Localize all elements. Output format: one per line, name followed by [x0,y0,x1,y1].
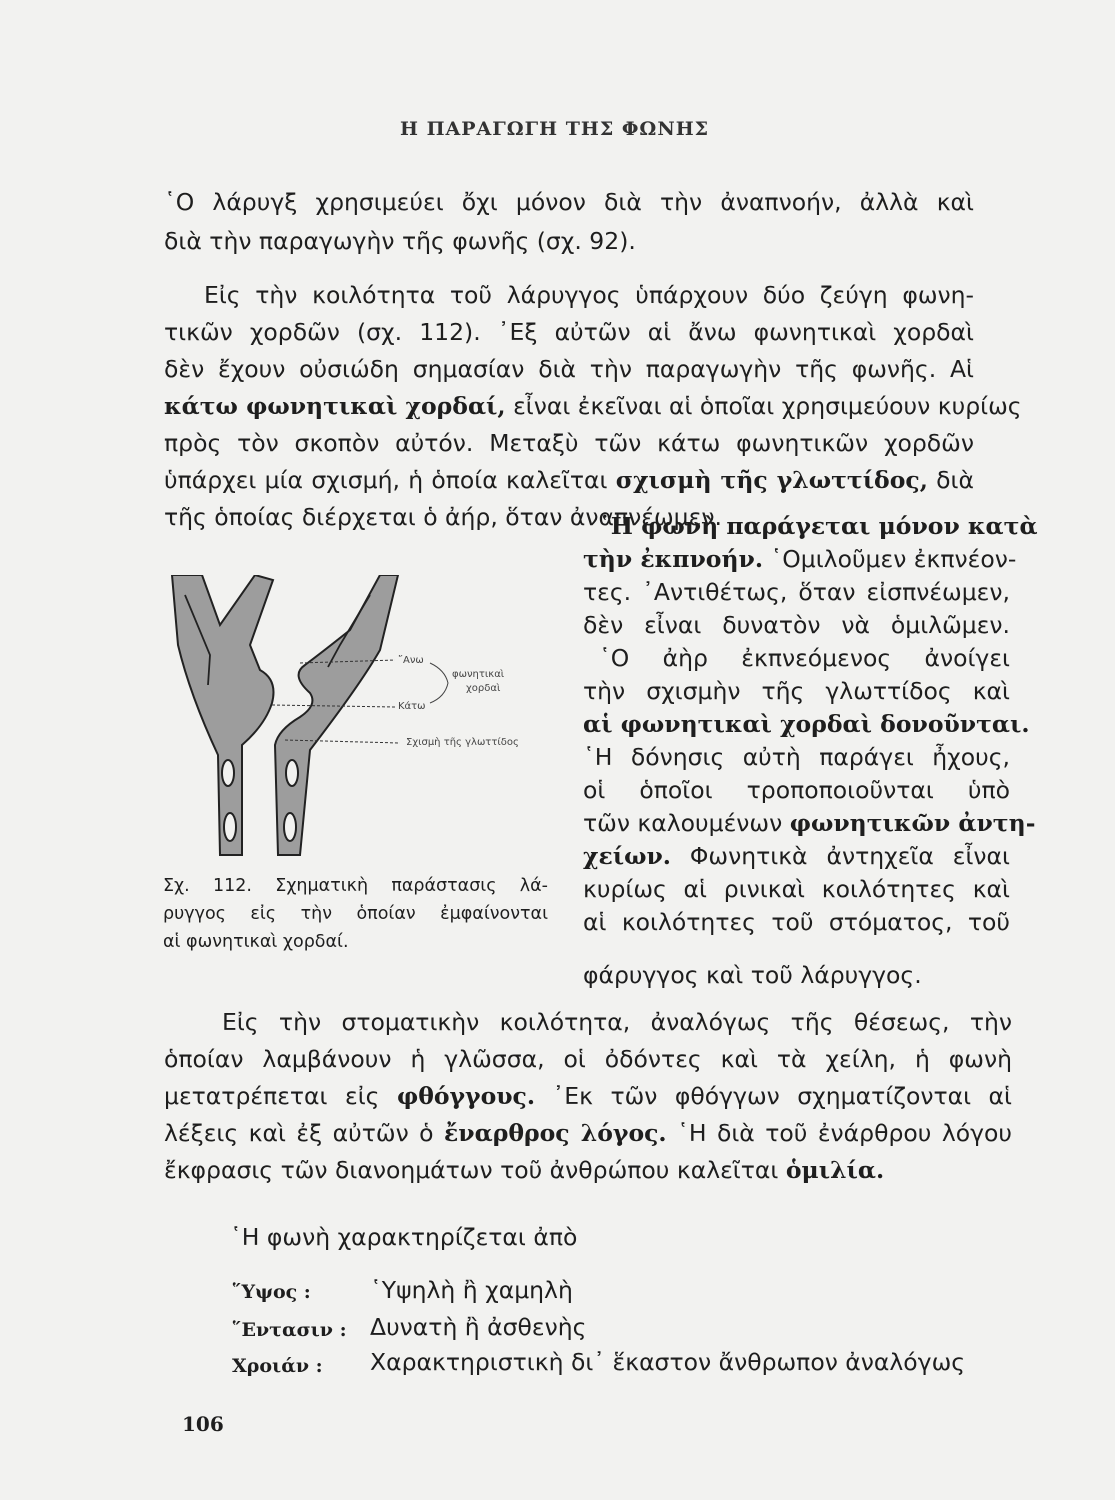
text-span: λέξεις καὶ ἐξ αὐτῶν ὁ [164,1119,445,1147]
caption-line: αἱ φωνητικαὶ χορδαί. [163,932,349,952]
caption-line: Σχ. 112. Σχηματικὴ παράστασις λά- [163,876,548,896]
text-line: διὰ τὴν παραγωγὴν τῆς φωνῆς (σχ. 92). [164,227,636,255]
label-glottis: Σχισμὴ τῆς γλωττίδος [406,737,519,748]
property-value: ῾Υψηλὴ ἢ χαμηλὴ [370,1276,573,1304]
paragraph-1 [164,183,974,222]
bold-term: τὴν ἐκπνοήν. [583,545,764,573]
text-line: Εἰς τὴν κοιλότητα τοῦ λάρυγγος ὑπάρχουν δύο ζεύγη φωνη- [204,281,974,309]
text-line [164,1115,1012,1152]
text-line: ῾Ο ἀὴρ ἐκπνεόμενος ἀνοίγει [599,644,1010,672]
text-line: κυρίως αἱ ρινικαὶ κοιλότητες καὶ [583,875,1010,903]
text-line: Εἰς τὴν στοματικὴν κοιλότητα, ἀναλόγως τῆς θέσεως, τὴν [222,1008,1012,1036]
label-upper: ῎Ανω [398,655,424,666]
text-line: πρὸς τὸν σκοπὸν αὐτόν. Μεταξὺ τῶν κάτω φωνητικῶν χορδῶν [164,429,974,457]
page-number: 106 [182,1412,224,1436]
text-line [583,807,1036,840]
label-lower: Κάτω [398,701,426,712]
text-span: εἶναι ἐκεῖναι αἱ ὁποῖαι χρησιμεύουν κυρίως [505,392,1022,420]
text-span: διὰ [927,466,974,494]
text-line [164,1152,884,1189]
bold-term: ἔναρθρος λόγος. [444,1119,667,1147]
text-span: ἔκφρασις τῶν διανοημάτων τοῦ ἀνθρώπου καλεῖται [164,1156,786,1184]
text-line [164,388,1022,425]
running-header: Η ΠΑΡΑΓΩΓΗ ΤΗΣ ΦΩΝΗΣ [400,118,710,140]
text-span: τῶν καλουμένων [583,809,790,837]
bold-term: φωνητικῶν ἀντη- [789,809,1036,837]
text-line: τες. ᾿Αντιθέτως, ὅταν εἰσπνέωμεν, [583,578,1010,606]
figure-caption [163,872,548,956]
text-span: Φωνητικὰ ἀντηχεῖα εἶναι [670,842,1010,870]
side-column [583,510,1038,939]
text-line: ὁποίαν λαμβάνουν ἡ γλῶσσα, οἱ ὀδόντες καὶ τὰ χείλη, ἡ φωνὴ [164,1045,1012,1073]
left-cartilage-bottom [224,813,236,841]
text-line: οἱ ὁποῖοι τροποποιοῦνται ὑπὸ [583,776,1010,804]
property-label: ῞Υψος : [232,1281,311,1303]
text-span: ῾Ομιλοῦμεν ἐκπνέον- [763,545,1017,573]
bold-term: ῾Η φωνὴ παράγεται μόνον κατὰ [599,512,1038,540]
text-line: δὲν εἶναι δυνατὸν νὰ ὁμιλῶμεν. [583,611,1010,639]
property-value: Χαρακτηριστικὴ δι᾿ ἕκαστον ἄνθρωπον ἀναλόγως [370,1348,966,1376]
larynx-diagram [160,575,560,865]
caption-line: ρυγγος εἰς τὴν ὁποίαν ἐμφαίνονται [163,904,548,924]
text-line: φάρυγγος καὶ τοῦ λάρυγγος. [583,961,922,989]
paragraph-3 [164,1004,1012,1152]
bold-term: ὁμιλία. [785,1156,885,1184]
property-label: Χροιάν : [232,1355,323,1377]
paragraph-2 [164,277,1022,499]
text-span: ῾Η διὰ τοῦ ἐνάρθρου λόγου [666,1119,1012,1147]
label-cords-2: χορδαὶ [466,683,501,694]
property-value: Δυνατὴ ἢ ἀσθενὴς [370,1313,587,1341]
right-cartilage-top [286,760,298,786]
bold-term: κάτω φωνητικαὶ χορδαί, [164,392,506,420]
text-line: αἱ κοιλότητες τοῦ στόματος, τοῦ [583,908,1010,936]
text-line [583,840,1010,873]
right-larynx-wall [275,575,398,855]
label-cords-1: φωνητικαὶ [452,669,505,680]
bold-term: αἱ φωνητικαὶ χορδαὶ δονοῦνται. [583,710,1030,738]
text-span: ὑπάρχει μία σχισμή, ἡ ὁποία καλεῖται [164,466,616,494]
text-line: δὲν ἔχουν οὐσιώδη σημασίαν διὰ τὴν παραγωγὴν τῆς φωνῆς. Αἱ [164,355,974,383]
text-line [583,543,1017,576]
text-span: ᾿Εκ τῶν φθόγγων σχηματίζονται αἱ [535,1082,1013,1110]
properties-intro: ῾Η φωνὴ χαρακτηρίζεται ἀπὸ [230,1223,578,1251]
property-label: ῞Εντασιν : [232,1319,347,1341]
text-line [164,462,974,499]
text-line: ῾Η δόνησις αὐτὴ παράγει ἦχους, [583,743,1010,771]
bold-term: χείων. [583,842,671,870]
right-cartilage-bottom [284,813,296,841]
bold-term: σχισμὴ τῆς γλωττίδος, [615,466,928,494]
text-line: τικῶν χορδῶν (σχ. 112). ᾿Εξ αὐτῶν αἱ ἄνω φωνητικαὶ χορδαὶ [164,318,974,346]
bold-term: φθόγγους. [396,1082,536,1110]
left-larynx-wall [172,575,274,855]
left-cartilage-top [222,760,234,786]
text-line: ῾Ο λάρυγξ χρησιμεύει ὄχι μόνον διὰ τὴν ἀναπνοήν, ἀλλὰ καὶ [164,188,974,216]
text-line: τὴν σχισμὴν τῆς γλωττίδος καὶ [583,677,1010,705]
text-line [164,1078,1012,1115]
text-line: τῆς ὁποίας διέρχεται ὁ ἀήρ, ὅταν ἀναπνέωμεν. [164,503,722,531]
text-span: μετατρέπεται εἰς [164,1082,397,1110]
cords-brace [430,663,448,703]
